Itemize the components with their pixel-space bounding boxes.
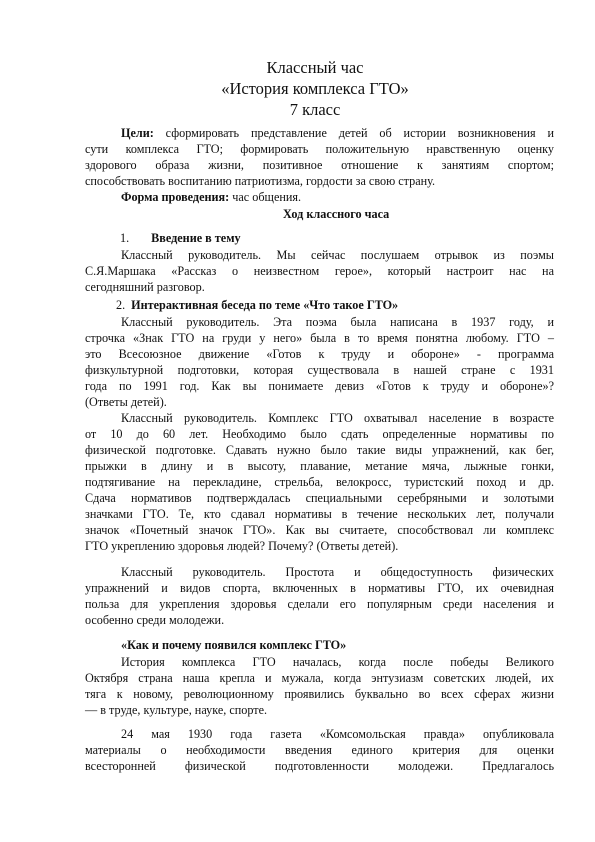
section2-p1-line: физкультурной подготовки, которая существовала в нашей стране с 1931 [85, 363, 554, 377]
section2-p2-line: подтягивание на перекладине, стрельба, велокросс, туристский поход и др. [85, 475, 554, 489]
section2-p2-line: Классный руководитель. Комплекс ГТО охватывал население в возрасте [121, 411, 554, 425]
section2-p1-line: (Ответы детей). [85, 395, 167, 409]
section2-p3-line: особенно среди молодежи. [85, 613, 225, 627]
section2-p2-line: Сдача нормативов подтверждалась специальными серебряными и золотыми [85, 491, 554, 505]
section3-p2-line: всесторонней физической подготовленности молодежи. Предлагалось [85, 759, 554, 773]
section3-heading [121, 637, 346, 653]
section2-p3-line: польза для укрепления здоровья сделали его популярным среди населения и [85, 597, 554, 611]
section1-line: сегодняшний разговор. [85, 280, 205, 294]
section3-p1-line: — в труде, культуре, науке, спорте. [85, 703, 268, 717]
document-title: Классный час [266, 58, 364, 77]
section2-p1-line: Классный руководитель. Эта поэма была написана в 1937 году, и [121, 315, 554, 329]
section1-line: С.Я.Маршака «Рассказ о неизвестном герое», который настроит нас на [85, 264, 554, 278]
section2-p1-line: строчка «Знак ГТО на груди у него» была в то время понятна любому. ГТО – [85, 331, 554, 345]
section1-heading [120, 230, 241, 246]
section2-p1-line: это Всесоюзное движение «Готов к труду и обороне» - программа [85, 347, 554, 361]
course-heading: Ход классного часа [283, 207, 390, 221]
section1-title: Введение в тему [151, 231, 241, 245]
goal-line: способствовать воспитанию патриотизма, гордости за свою страну. [85, 174, 436, 188]
section2-p3-line: Классный руководитель. Простота и общедоступность физических [121, 565, 554, 579]
form-value: час общения. [232, 190, 302, 204]
goal-line: здорового образа жизни, позитивное отношение к занятиям спортом; [85, 158, 554, 172]
form-line [121, 189, 554, 205]
section2-p3-line: упражнений и видов спорта, включенных в нормативы ГТО, их очевидная [85, 581, 554, 595]
section2-p2-line: значками ГТО. Те, кто сдавал нормативы в течение нескольких лет, получали [85, 507, 554, 521]
section2-title: Интерактивная беседа по теме «Что такое ГТО» [131, 298, 399, 312]
section3-p1-line: Октября страна наша крепла и мужала, когда энтузиазм советских людей, их [85, 671, 554, 685]
section2-heading [116, 297, 398, 313]
section1-line: Классный руководитель. Мы сейчас послушаем отрывок из поэмы [121, 248, 554, 262]
section3-p1-line: История комплекса ГТО началась, когда после победы Великого [121, 655, 554, 669]
section3-p1-line: тяга к новому, революционному проявились буквально во всех сферах жизни [85, 687, 554, 701]
form-label: Форма проведения: [121, 190, 230, 204]
section3-p2-line: 24 мая 1930 года газета «Комсомольская правда» опубликовала [121, 727, 554, 741]
goal-line: сути комплекса ГТО; формировать положительную нравственную оценку [85, 142, 554, 156]
section2-p2-line: ГТО укреплению здоровья людей? Почему? (Ответы детей). [85, 539, 399, 553]
section2-p1-line: года по 1991 год. Как вы понимаете девиз «Готов к труду и обороне»? [85, 379, 554, 393]
section2-number: 2. [116, 298, 126, 312]
section1-number: 1. [120, 231, 130, 245]
section2-p2-line: прыжки в длину и в высоту, плавание, метание мяча, лыжные гонки, [85, 459, 554, 473]
section3-title: «Как и почему появился комплекс ГТО» [121, 638, 347, 652]
goal-label: Цели: [121, 126, 154, 140]
document-subtitle: «История комплекса ГТО» [221, 79, 409, 98]
section2-p2-line: физической подготовке. Сдавать нужно было такие виды упражнений, как бег, [85, 443, 554, 457]
section3-p2-line: материалы о необходимости введения единого критерия для оценки [85, 743, 554, 757]
section2-p2-line: от 10 до 60 лет. Необходимо было сдать определенные нормативы по [85, 427, 554, 441]
goal-line [121, 125, 554, 141]
document-grade: 7 класс [289, 100, 341, 119]
section2-p2-line: значок «Почетный значок ГТО». Как вы считаете, способствовал ли комплекс [85, 523, 554, 537]
goal-text: сформировать представление детей об истории возникновения и [165, 126, 554, 140]
